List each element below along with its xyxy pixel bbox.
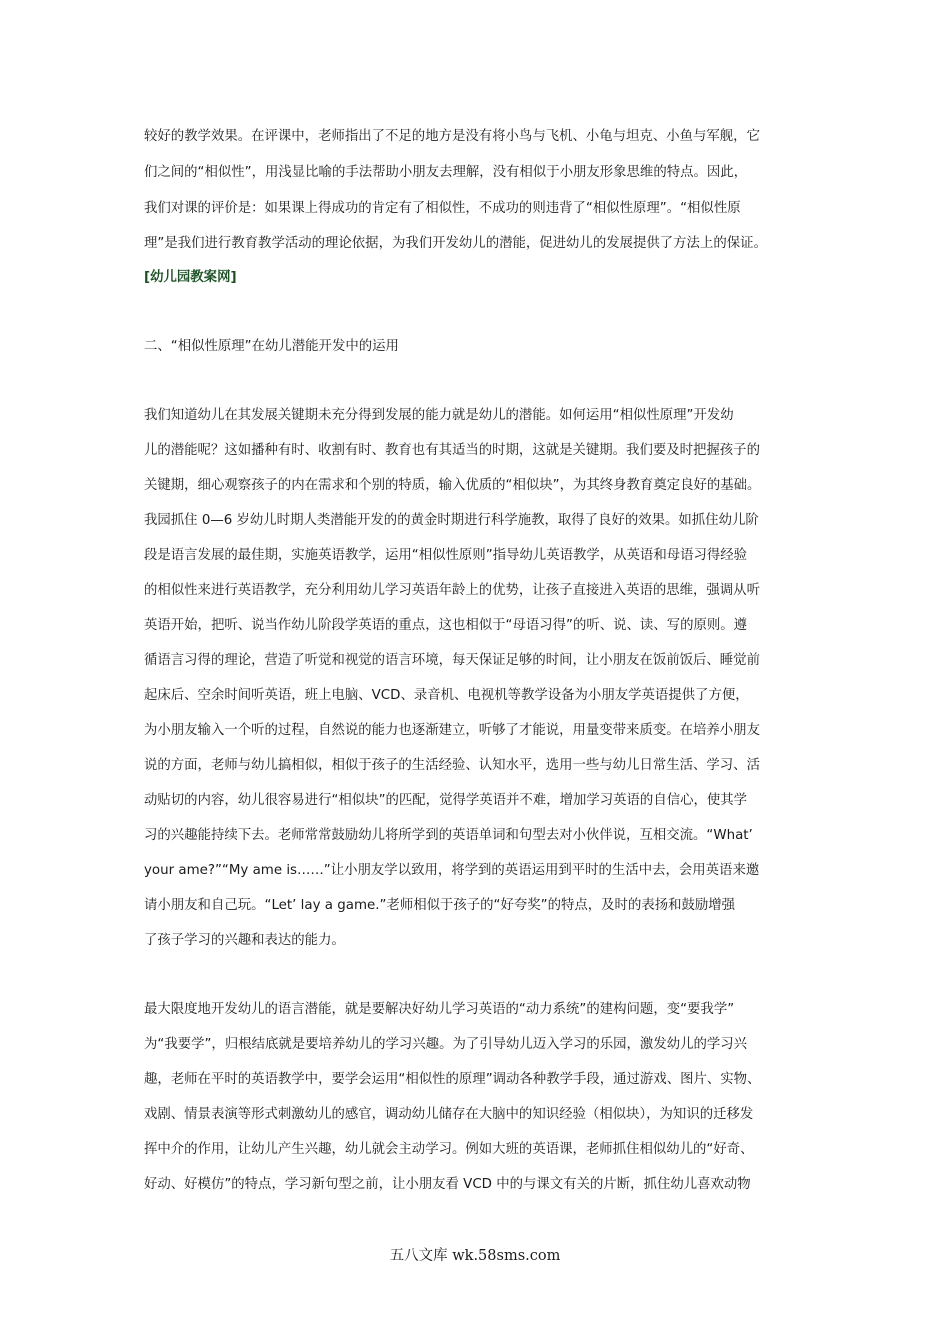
text-line: 段是语言发展的最佳期，实施英语教学，运用“相似性原则”指导幼儿英语教学，从英语和母语习得经验 <box>144 548 748 563</box>
text-line: 我们对课的评价是：如果课上得成功的肯定有了相似性，不成功的则违背了“相似性原理”。“相似性原 <box>144 201 741 216</box>
text-line: 我们知道幼儿在其发展关键期未充分得到发展的能力就是幼儿的潜能。如何运用“相似性原理”开发幼 <box>144 408 734 423</box>
text-line: 为“我要学”，归根结底就是要培养幼儿的学习兴趣。为了引导幼儿迈入学习的乐园，激发幼儿的学习兴 <box>144 1037 748 1052</box>
text-line: 请小朋友和自己玩。“Let’ lay a game.”老师相似于孩子的“好夸奖”的特点，及时的表扬和鼓励增强 <box>144 898 736 913</box>
text-line: 我园抓住 0—6 岁幼儿时期人类潜能开发的的黄金时期进行科学施教，取得了良好的效果。如抓住幼儿阶 <box>144 513 759 528</box>
text-line: 说的方面，老师与幼儿搞相似，相似于孩子的生活经验、认知水平，选用一些与幼儿日常生活、学习、活 <box>144 758 760 773</box>
text-line: 趣，老师在平时的英语教学中，要学会运用“相似性的原理”调动各种教学手段，通过游戏、图片、实物、 <box>144 1072 761 1087</box>
text-line: 起床后、空余时间听英语，班上电脑、VCD、录音机、电视机等教学设备为小朋友学英语提供了方便， <box>144 688 749 703</box>
text-line: 们之间的“相似性”，用浅显比喻的手法帮助小朋友去理解，没有相似于小朋友形象思维的特点。因此， <box>144 165 748 180</box>
text-line: 了孩子学习的兴趣和表达的能力。 <box>144 933 345 948</box>
text-line: 挥中介的作用，让幼儿产生兴趣，幼儿就会主动学习。例如大班的英语课，老师抓住相似幼儿的“好奇、 <box>144 1142 754 1157</box>
text-line: your ame?”“My ame is……”让小朋友学以致用，将学到的英语运用到平时的生活中去，会用英语来邀 <box>144 863 760 878</box>
text-line: 儿的潜能呢？这如播种有时、收割有时、教育也有其适当的时期，这就是关键期。我们要及时把握孩子的 <box>144 443 760 458</box>
text-line: 最大限度地开发幼儿的语言潜能，就是要解决好幼儿学习英语的“动力系统”的建构问题，变“要我学” <box>144 1002 735 1017</box>
section-heading: 二、“相似性原理”在幼儿潜能开发中的运用 <box>144 339 399 354</box>
text-line: 好动、好模仿”的特点，学习新句型之前，让小朋友看 VCD 中的与课文有关的片断，抓住幼儿喜欢动物 <box>144 1177 751 1192</box>
text-line: 戏剧、情景表演等形式刺激幼儿的感官，调动幼儿储存在大脑中的知识经验（相似块），为知识的迁移发 <box>144 1107 754 1122</box>
footer-watermark: 五八文库 wk.58sms.com <box>389 1248 561 1264</box>
text-line: 为小朋友输入一个听的过程，自然说的能力也逐渐建立，听够了才能说，用量变带来质变。在培养小朋友 <box>144 723 760 738</box>
site-link[interactable]: [幼儿园教案网] <box>144 270 237 285</box>
text-line: 关键期，细心观察孩子的内在需求和个别的特质，输入优质的“相似块”，为其终身教育奠定良好的基础。 <box>144 478 761 493</box>
text-line: 习的兴趣能持续下去。老师常常鼓励幼儿将所学到的英语单词和句型去对小伙伴说，互相交流。“What’ <box>144 828 753 843</box>
text-line: 英语开始，把听、说当作幼儿阶段学英语的重点，这也相似于“母语习得”的听、说、读、写的原则。遵 <box>144 618 748 633</box>
text-line: 动贴切的内容，幼儿很容易进行“相似块”的匹配，觉得学英语并不难，增加学习英语的自信心，使其学 <box>144 793 748 808</box>
text-line: 的相似性来进行英语教学，充分利用幼儿学习英语年龄上的优势，让孩子直接进入英语的思维，强调从听 <box>144 583 760 598</box>
text-line: 循语言习得的理论，营造了听觉和视觉的语言环境，每天保证足够的时间，让小朋友在饭前饭后、睡觉前 <box>144 653 760 668</box>
text-line: 理”是我们进行教育教学活动的理论依据，为我们开发幼儿的潜能，促进幼儿的发展提供了方法上的保证。 <box>144 236 767 251</box>
text-line: 较好的教学效果。在评课中，老师指出了不足的地方是没有将小鸟与飞机、小龟与坦克、小鱼与军舰，它 <box>144 129 760 144</box>
